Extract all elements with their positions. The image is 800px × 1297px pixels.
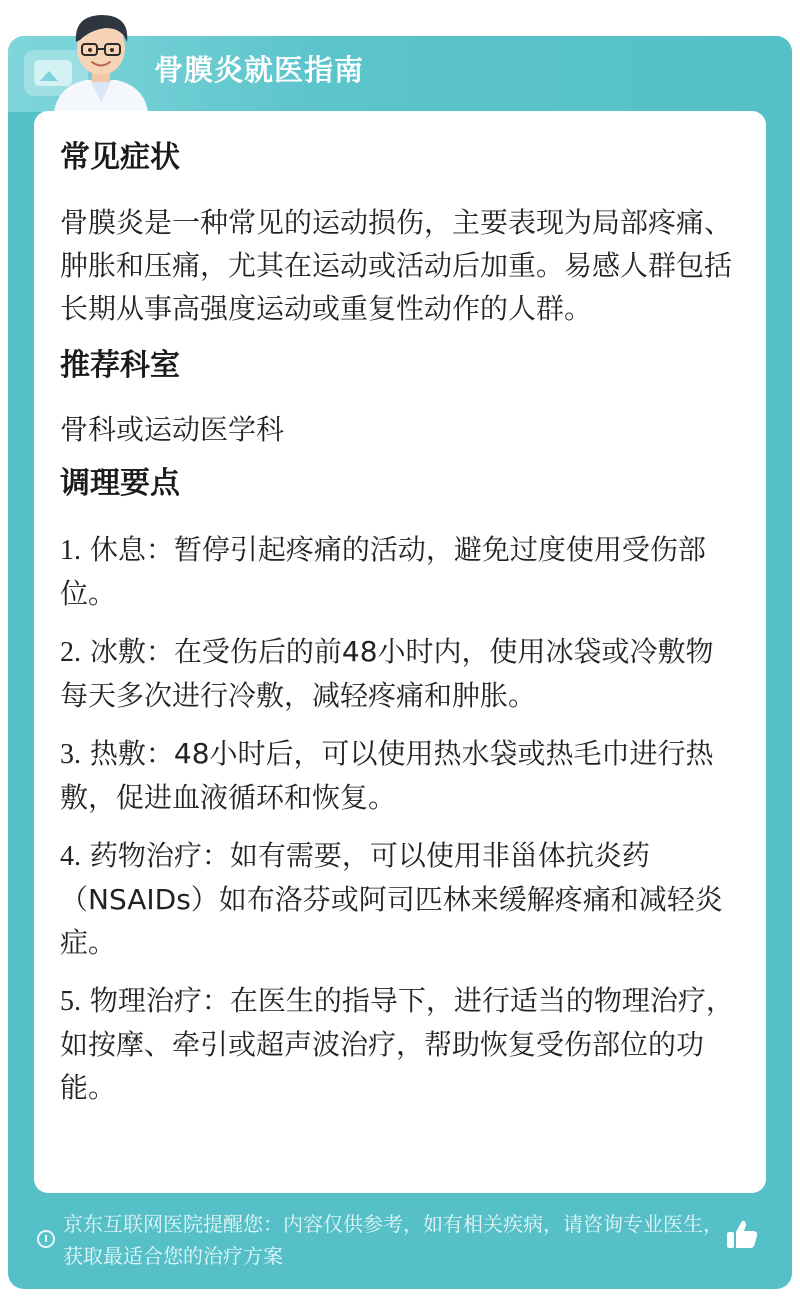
page-title: 骨膜炎就医指南 [154, 53, 365, 87]
disclaimer-text: 京东互联网医院提醒您：内容仅供参考，如有相关疾病，请咨询专业医生，获取最适合您的治疗方案 [63, 1212, 723, 1268]
care-heading: 调理要点 [60, 466, 180, 501]
thumbs-up-icon[interactable] [724, 1217, 760, 1253]
doctor-avatar [46, 6, 156, 112]
care-item: 2. 冰敷：在受伤后的前48小时内，使用冰袋或冷敷物每天多次进行冷敷，减轻疼痛和肿胀。 [60, 635, 714, 712]
care-item: 3. 热敷：48小时后，可以使用热水袋或热毛巾进行热敷，促进血液循环和恢复。 [60, 737, 714, 814]
care-item: 4. 药物治疗：如有需要，可以使用非甾体抗炎药（NSAIDs）如布洛芬或阿司匹林来缓解疼痛和减轻炎症。 [60, 839, 723, 959]
content-body [60, 138, 740, 1109]
symptoms-text: 骨膜炎是一种常见的运动损伤，主要表现为局部疼痛、肿胀和压痛，尤其在运动或活动后加重。易感人群包括长期从事高强度运动或重复性动作的人群。 [60, 206, 733, 325]
department-text: 骨科或运动医学科 [60, 413, 285, 446]
department-heading: 推荐科室 [60, 348, 180, 383]
info-icon [37, 1230, 55, 1248]
care-item: 1. 休息：暂停引起疼痛的活动，避免过度使用受伤部位。 [60, 533, 706, 610]
symptoms-heading: 常见症状 [60, 140, 180, 175]
care-item: 5. 物理治疗：在医生的指导下，进行适当的物理治疗，如按摩、牵引或超声波治疗，帮助恢复受伤部位的功能。 [60, 984, 734, 1104]
